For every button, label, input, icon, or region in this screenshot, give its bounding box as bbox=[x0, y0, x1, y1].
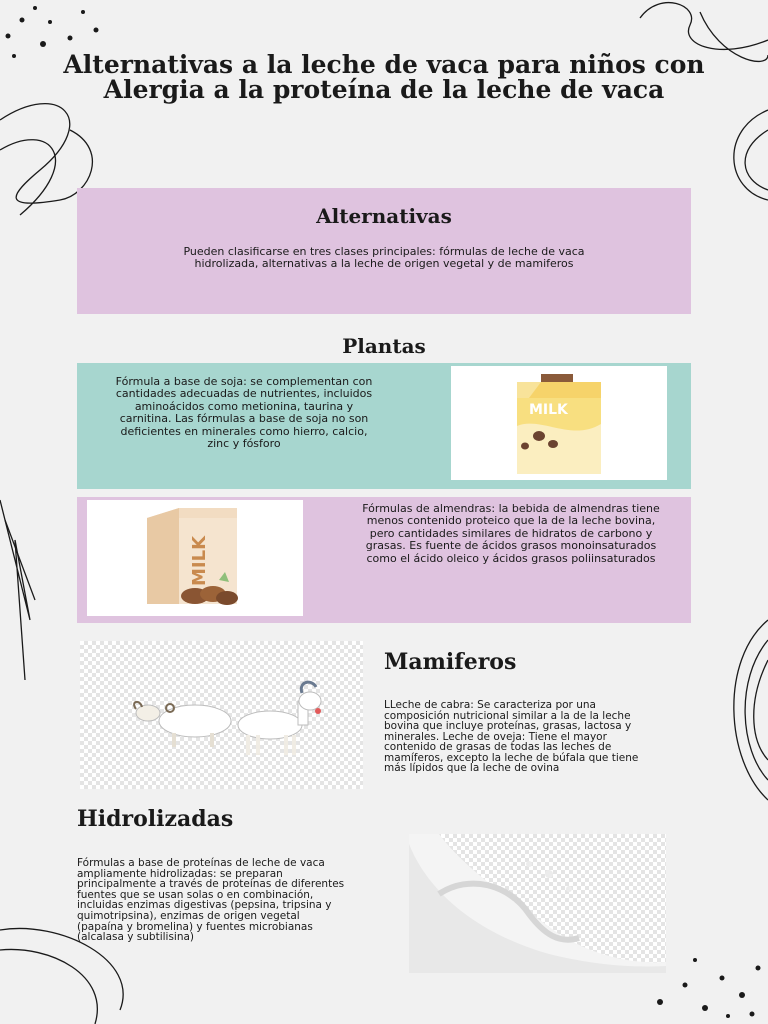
soja-milk-label: MILK bbox=[529, 402, 568, 418]
milk-carton-icon bbox=[451, 366, 667, 480]
plantas-heading: Plantas bbox=[342, 334, 426, 358]
mamiferos-heading: Mamiferos bbox=[384, 649, 517, 675]
goat-and-sheep-icon bbox=[80, 641, 363, 789]
milk-splash-image bbox=[409, 834, 666, 973]
milk-splash-icon bbox=[409, 834, 666, 973]
alternativas-text: Pueden clasificarse en tres clases principales: fórmulas de leche de vaca hidrolizada, alternativas a la leche de origen vegetal y de mamiferos bbox=[183, 245, 585, 271]
hidrolizadas-text: Fórmulas a base de proteínas de leche de vaca ampliamente hidrolizadas: se preparan principalmente a través de proteínas de diferentes fuentes que se usan solas o en combinación, incluidas enzimas digestivas (pepsina, tripsina y quimotripsina), enzimas de origen vegetal (papaína y bromelina) y fuentes microbianas (alcalasa y subtilisina) bbox=[77, 857, 345, 944]
soja-panel bbox=[77, 363, 691, 489]
soja-text: Fórmula a base de soja: se complementan con cantidades adecuadas de nutrientes, incluidos aminoácidos como metionina, taurina y carnitina. Las fórmulas a base de soja no son deficientes en minerales como hierro, calcio, zinc y fósforo bbox=[115, 375, 373, 451]
almendra-milk-label: MILK bbox=[189, 535, 210, 586]
alternativas-panel bbox=[77, 188, 691, 314]
page-title: Alternativas a la leche de vaca para niños con Alergia a la proteína de la leche de vaca bbox=[63, 50, 705, 104]
mamiferos-text: LLeche de cabra: Se caracteriza por una composición nutricional similar a la de la leche bovina que incluye proteínas, grasas, lactosa y minerales. Leche de oveja: Tiene el mayor contenido de grasas de todas las leches de mamíferos, excepto la leche de búfala que tiene más lípidos que la leche de ovina bbox=[384, 699, 639, 774]
alternativas-heading: Alternativas bbox=[316, 204, 452, 228]
almendra-panel bbox=[77, 497, 691, 623]
goat-sheep-image bbox=[80, 641, 363, 789]
hidrolizadas-heading: Hidrolizadas bbox=[77, 806, 234, 832]
almendra-milk-image bbox=[87, 500, 303, 616]
soja-milk-image bbox=[451, 366, 667, 480]
almond-milk-carton-icon bbox=[87, 500, 303, 616]
almendra-text: Fórmulas de almendras: la bebida de almendras tiene menos contenido proteico que la de la leche bovina, pero cantidades similares de hidratos de carbono y grasas. Es fuente de ácidos grasos monoinsaturados como el ácido oleico y ácidos grasos poliinsaturados bbox=[362, 502, 660, 565]
